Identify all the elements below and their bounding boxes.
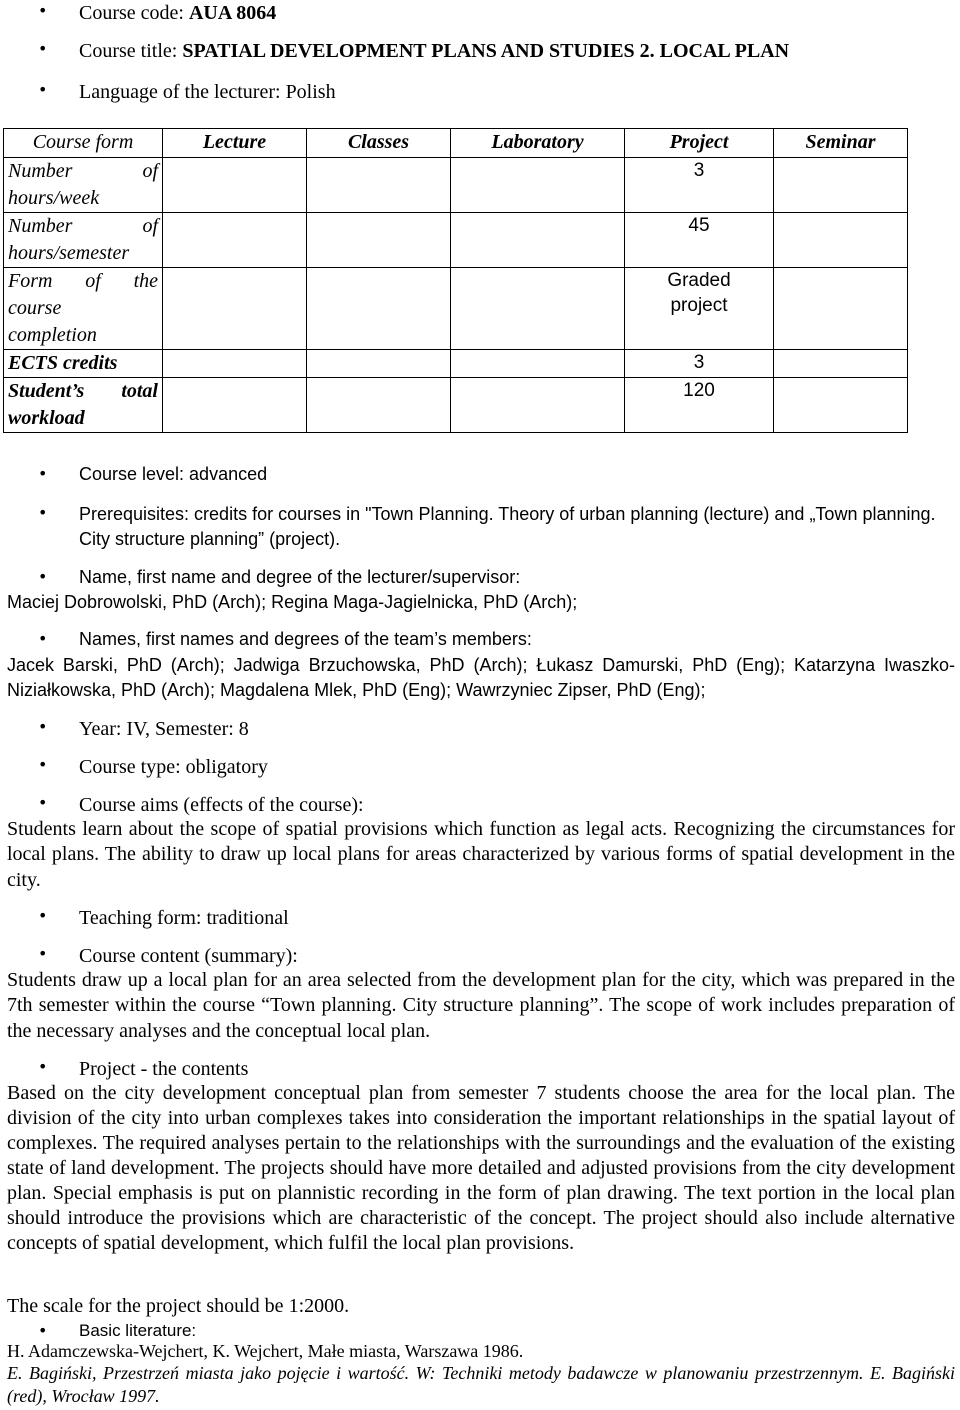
aims-label: • Course aims (effects of the course):	[0, 792, 960, 818]
row-label: Student’s total workload	[4, 378, 163, 433]
team-value: Jacek Barski, PhD (Arch); Jadwiga Brzuchowska, PhD (Arch); Łukasz Damurski, PhD (Eng); Katarzyna Iwaszko-Niziałkowska, PhD (Arch); Magdalena Mlek, PhD (Eng); Wawrzyniec Zipser, PhD (Eng);	[7, 655, 955, 701]
table-row	[4, 378, 908, 433]
row-label: Number of hours/semester	[4, 213, 163, 268]
lecturer-value: Maciej Dobrowolski, PhD (Arch); Regina Maga-Jagielnicka, PhD (Arch);	[7, 592, 578, 612]
table-row	[4, 158, 908, 213]
col-seminar: Seminar	[774, 129, 908, 158]
lecturer-language: • Language of the lecturer: Polish	[0, 79, 960, 105]
row-label: Form of the course completion	[4, 268, 163, 350]
project-completion: Graded project	[625, 268, 774, 350]
literature-item: H. Adamczewska-Wejchert, K. Wejchert, Małe miasta, Warszawa 1986.	[7, 1341, 524, 1361]
project-scale: The scale for the project should be 1:2000.	[7, 1295, 350, 1317]
aims-value: Students learn about the scope of spatial provisions which function as legal acts. Recognizing the circumstances for local plans. The ability to draw up local plans for areas characterized by various forms of spatial development in the city.	[7, 818, 955, 891]
table-row	[4, 213, 908, 268]
project-ects: 3	[625, 350, 774, 378]
project-contents-label: • Project - the contents	[0, 1056, 960, 1082]
content-value: Students draw up a local plan for an area selected from the development plan for the city, which was prepared in the 7th semester within the course “Town planning. City structure planning”. The scope of work includes preparation of the necessary analyses and the conceptual local plan.	[7, 969, 955, 1042]
course-type: • Course type: obligatory	[0, 754, 960, 780]
course-title: • Course title: SPATIAL DEVELOPMENT PLANS AND STUDIES 2. LOCAL PLAN	[0, 38, 960, 64]
col-laboratory: Laboratory	[451, 129, 625, 158]
table-row	[4, 268, 908, 350]
prerequisites: • Prerequisites: credits for courses in "Town Planning. Theory of urban planning (lecture) and „Town planning. City structure planning” (project).	[0, 502, 957, 552]
col-project: Project	[625, 129, 774, 158]
literature-label: • Basic literature:	[0, 1320, 960, 1342]
project-hours-semester: 45	[625, 213, 774, 268]
table-row	[4, 350, 908, 378]
course-code-value: AUA 8064	[188, 2, 277, 24]
team-label: • Names, first names and degrees of the team’s members:	[0, 628, 960, 652]
project-workload: 120	[625, 378, 774, 433]
col-course-form: Course form	[4, 129, 163, 158]
project-hours-week: 3	[625, 158, 774, 213]
lecturer-label: • Name, first name and degree of the lecturer/supervisor:	[0, 566, 960, 590]
year-semester: • Year: IV, Semester: 8	[0, 716, 960, 742]
table-header-row	[4, 129, 908, 158]
col-classes: Classes	[307, 129, 451, 158]
course-level: • Course level: advanced	[0, 463, 960, 487]
col-lecture: Lecture	[163, 129, 307, 158]
row-label: ECTS credits	[4, 350, 163, 378]
project-contents-value: Based on the city development conceptual plan from semester 7 students choose the area for the local plan. The division of the city into urban complexes takes into consideration the important relationships in the spatial layout of complexes. The required analyses pertain to the relationships with the surroundings and the evaluation of the existing state of land development. The projects should have more detailed and adjusted provisions from the city development plan. Special emphasis is put on plannistic recording in the form of plan drawing. The text portion in the local plan should introduce the provisions which are characteristic of the concept. The project should also include alternative concepts of spatial development, which fulfil the local plan provisions.	[7, 1082, 955, 1254]
row-label: Number of hours/week	[4, 158, 163, 213]
course-form-table	[3, 128, 908, 433]
course-title-value: SPATIAL DEVELOPMENT PLANS AND STUDIES 2. LOCAL PLAN	[182, 40, 790, 62]
literature-item: E. Bagiński, Przestrzeń miasta jako pojęcie i wartość. W: Techniki metody badawcze w planowaniu przestrzennym. E. Bagiński (red), Wrocław 1997.	[7, 1363, 955, 1406]
content-label: • Course content (summary):	[0, 943, 960, 969]
course-code: • Course code: AUA 8064	[0, 0, 960, 26]
teaching-form: • Teaching form: traditional	[0, 905, 960, 931]
